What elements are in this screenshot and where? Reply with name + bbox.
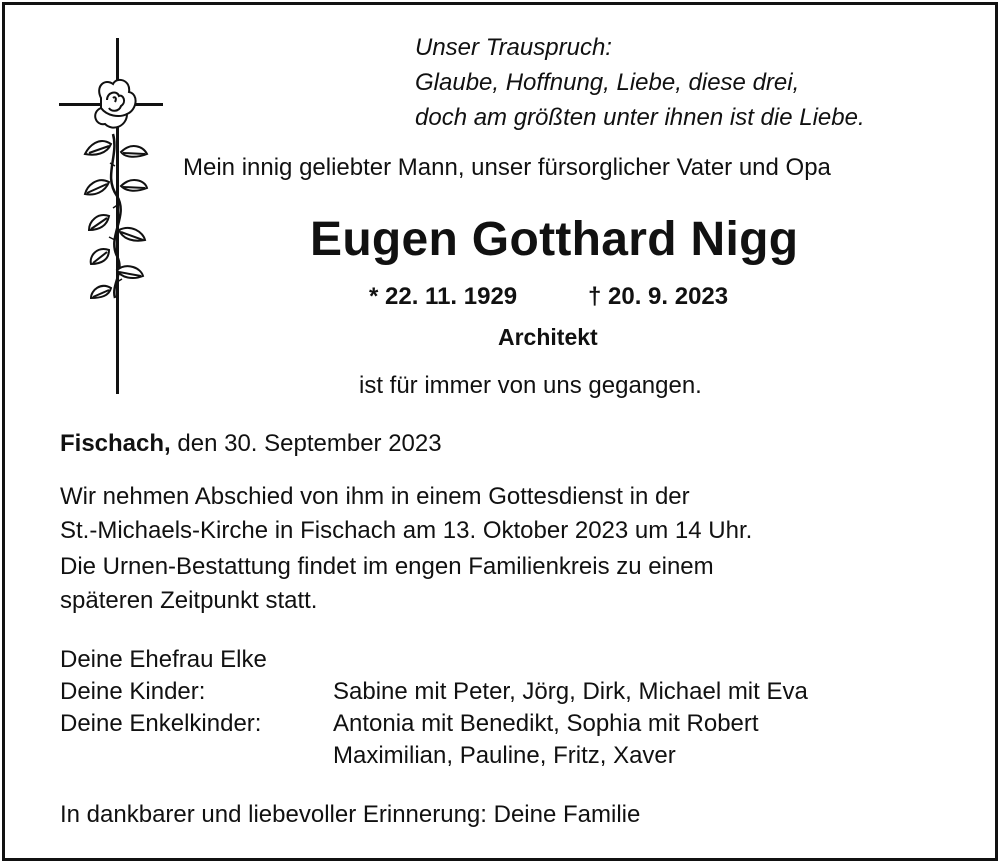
family-children-label: Deine Kinder: [60, 678, 206, 705]
service-line: St.-Michaels-Kirche in Fischach am 13. Oktober 2023 um 14 Uhr. [60, 517, 753, 544]
birth-date: * 22. 11. 1929 [369, 283, 518, 310]
verse-line: doch am größten unter ihnen ist die Liebe. [415, 104, 865, 131]
burial-line: späteren Zeitpunkt statt. [60, 587, 318, 614]
family-grandchildren-line: Antonia mit Benedikt, Sophia mit Robert [333, 710, 759, 737]
family-wife: Deine Ehefrau Elke [60, 646, 267, 673]
death-date: † 20. 9. 2023 [588, 283, 729, 310]
burial-line: Die Urnen-Bestattung findet im engen Familienkreis zu einem [60, 553, 714, 580]
cross-with-rose-icon [55, 36, 170, 398]
service-info [60, 480, 752, 548]
intro-text: Mein innig geliebter Mann, unser fürsorglicher Vater und Opa [183, 154, 831, 181]
family-grandchildren-label: Deine Enkelkinder: [60, 710, 262, 737]
verse [415, 30, 865, 135]
profession: Architekt [498, 324, 598, 350]
deceased-name: Eugen Gotthard Nigg [310, 213, 799, 266]
place-date [60, 430, 442, 458]
family-grandchildren-line: Maximilian, Pauline, Fritz, Xaver [333, 742, 676, 769]
verse-line: Glaube, Hoffnung, Liebe, diese drei, [415, 69, 800, 96]
family-children: Sabine mit Peter, Jörg, Dirk, Michael mit Eva [333, 678, 808, 705]
service-line: Wir nehmen Abschied von ihm in einem Gottesdienst in der [60, 483, 690, 510]
burial-info [60, 550, 714, 618]
place-town: Fischach, [60, 430, 171, 457]
closing-line: In dankbarer und liebevoller Erinnerung: Deine Familie [60, 801, 641, 828]
notice-date: den 30. September 2023 [170, 430, 442, 457]
verse-line: Unser Trauspruch: [415, 34, 612, 61]
passed-line: ist für immer von uns gegangen. [359, 372, 702, 399]
